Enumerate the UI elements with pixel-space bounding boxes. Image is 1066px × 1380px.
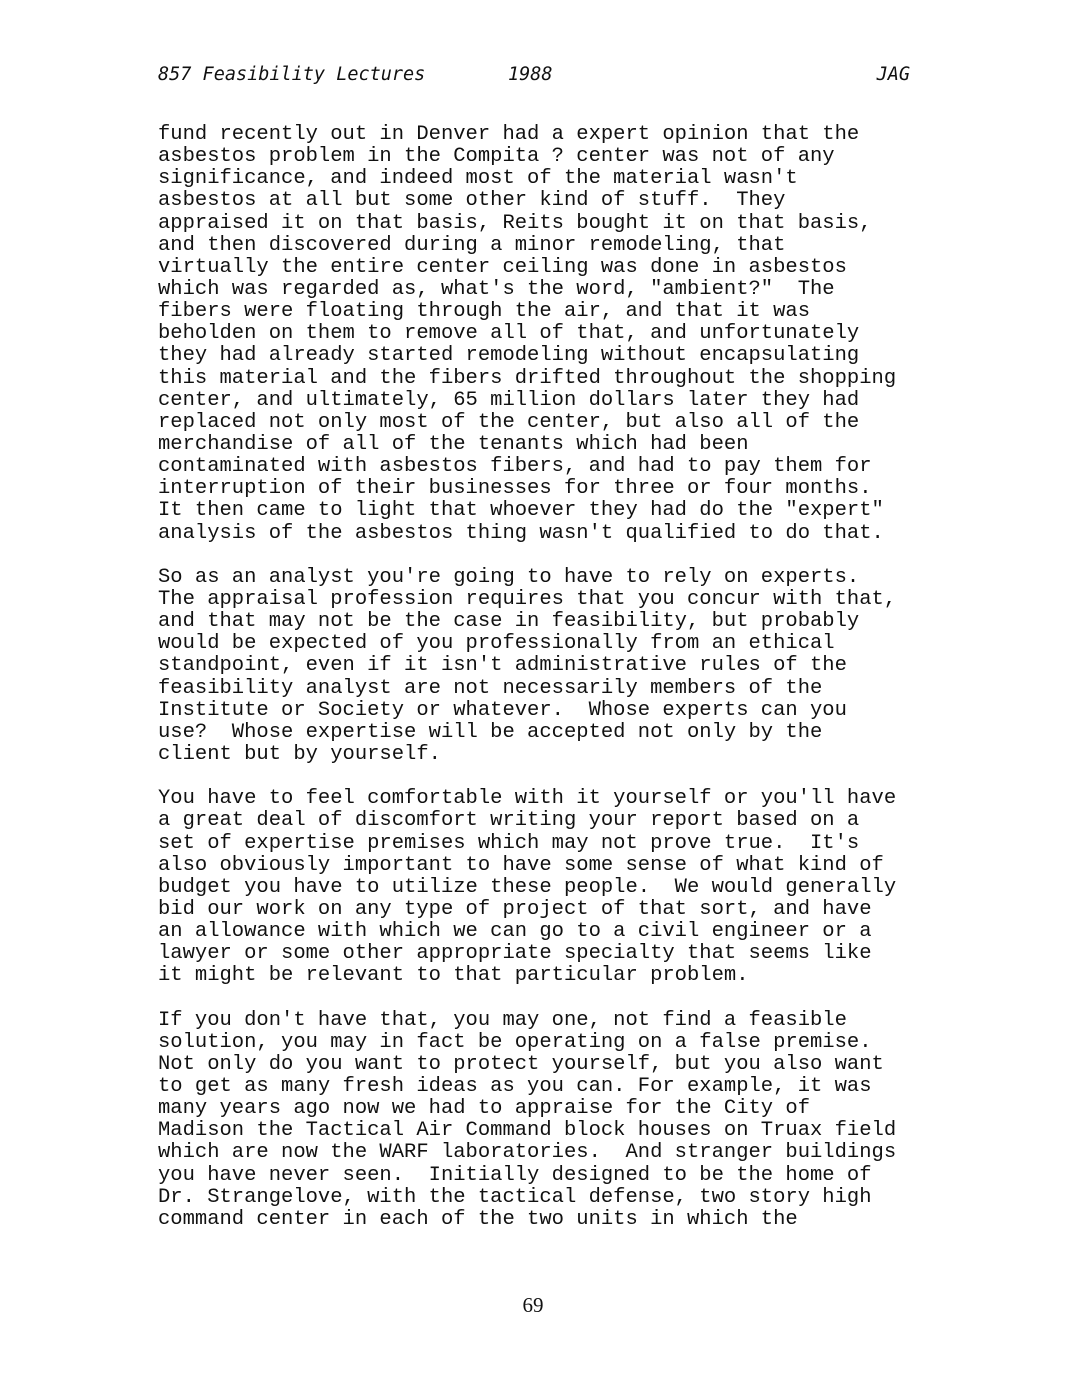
text-line: budget you have to utilize these people. We would generally <box>158 875 897 899</box>
header-author-initials: JAG <box>876 64 910 85</box>
text-line: contaminated with asbestos fibers, and had to pay them for <box>158 455 872 479</box>
page-header <box>158 62 910 88</box>
text-line: It then came to light that whoever they had do the "expert" <box>158 499 884 523</box>
text-line: If you don't have that, you may one, not find a feasible <box>158 1008 847 1032</box>
text-line: merchandise of all of the tenants which had been <box>158 432 749 456</box>
text-line: an allowance with which we can go to a civil engineer or a <box>158 920 872 944</box>
text-line: command center in each of the two units in which the <box>158 1207 798 1231</box>
paragraph <box>158 124 958 545</box>
text-line: The appraisal profession requires that you concur with that, <box>158 587 897 611</box>
paragraph <box>158 788 958 987</box>
text-line: they had already started remodeling without encapsulating <box>158 344 860 368</box>
text-line: Madison the Tactical Air Command block houses on Truax field <box>158 1119 897 1143</box>
text-line: feasibility analyst are not necessarily members of the <box>158 676 823 700</box>
header-year: 1988 <box>508 64 553 85</box>
text-line: bid our work on any type of project of that sort, and have <box>158 897 872 921</box>
text-line: solution, you may in fact be operating on a false premise. <box>158 1030 872 1054</box>
text-line: virtually the entire center ceiling was done in asbestos <box>158 255 847 279</box>
text-line: would be expected of you professionally from an ethical <box>158 632 835 656</box>
text-line: Dr. Strangelove, with the tactical defense, two story high <box>158 1185 872 1209</box>
text-line: a great deal of discomfort writing your report based on a <box>158 809 860 833</box>
text-line: this material and the fibers drifted throughout the shopping <box>158 366 897 390</box>
text-line: appraised it on that basis, Reits bought it on that basis, <box>158 211 872 235</box>
text-line: asbestos at all but some other kind of stuff. They <box>158 189 786 213</box>
text-line: which are now the WARF laboratories. And stranger buildings <box>158 1141 897 1165</box>
text-line: fund recently out in Denver had a expert opinion that the <box>158 123 860 146</box>
text-line: you have never seen. Initially designed to be the home of <box>158 1163 872 1187</box>
text-line: center, and ultimately, 65 million dollars later they had <box>158 388 860 412</box>
text-line: asbestos problem in the Compita ? center was not of any <box>158 145 835 169</box>
text-line: beholden on them to remove all of that, and unfortunately <box>158 322 860 346</box>
text-line: use? Whose expertise will be accepted not only by the <box>158 720 823 744</box>
text-line: lawyer or some other appropriate specialty that seems like <box>158 942 872 966</box>
text-line: and then discovered during a minor remodeling, that <box>158 233 786 257</box>
paragraph <box>158 1010 958 1231</box>
text-line: it might be relevant to that particular problem. <box>158 964 749 988</box>
page-number: 69 <box>522 1293 544 1317</box>
text-line: replaced not only most of the center, but also all of the <box>158 410 860 434</box>
text-line: to get as many fresh ideas as you can. For example, it was <box>158 1075 872 1099</box>
text-line: interruption of their businesses for three or four months. <box>158 477 872 501</box>
header-course-title: 857 Feasibility Lectures <box>158 64 426 85</box>
text-line: many years ago now we had to appraise for the City of <box>158 1097 811 1121</box>
text-line: which was regarded as, what's the word, "ambient?" The <box>158 277 835 301</box>
text-line: Institute or Society or whatever. Whose experts can you <box>158 698 847 722</box>
text-line: also obviously important to have some sense of what kind of <box>158 853 884 877</box>
text-line: fibers were floating through the air, and that it was <box>158 300 811 324</box>
document-body <box>158 124 958 1253</box>
text-line: set of expertise premises which may not prove true. It's <box>158 831 860 855</box>
text-line: standpoint, even if it isn't administrative rules of the <box>158 654 847 678</box>
text-line: Not only do you want to protect yourself, but you also want <box>158 1052 884 1076</box>
text-line: significance, and indeed most of the material wasn't <box>158 167 798 191</box>
paragraph <box>158 567 958 766</box>
text-line: client but by yourself. <box>158 742 441 766</box>
text-line: analysis of the asbestos thing wasn't qualified to do that. <box>158 521 884 545</box>
text-line: So as an analyst you're going to have to rely on experts. <box>158 565 860 589</box>
text-line: and that may not be the case in feasibility, but probably <box>158 610 860 634</box>
text-line: You have to feel comfortable with it yourself or you'll have <box>158 787 897 811</box>
